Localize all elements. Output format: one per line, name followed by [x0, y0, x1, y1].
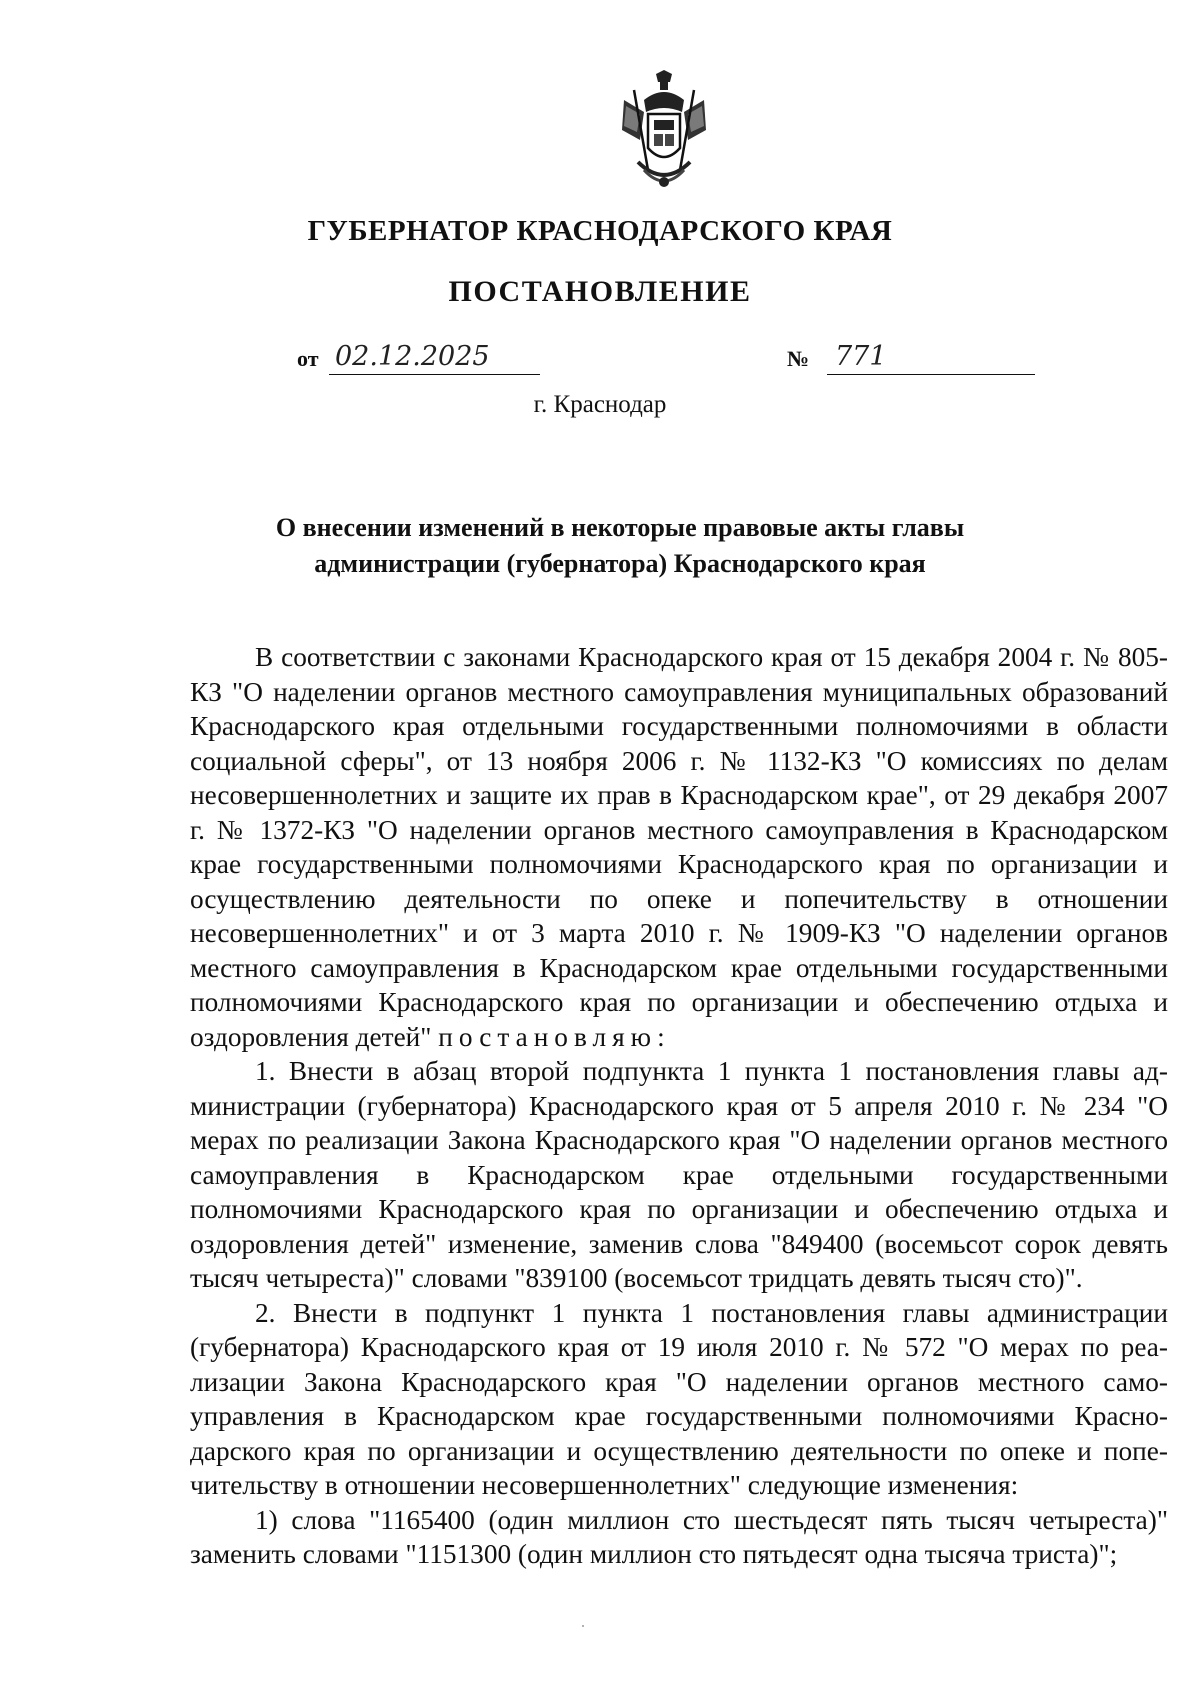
item-1-paragraph: 1. Внести в абзац второй подпункта 1 пункта 1 постановления главы администрации (губернатора) Краснодарского края от 5 апреля 2010 г. № 234 "О мерах по реализации Закона Краснодарского края "О наделении органов местного самоуправления в Краснодарском крае отдельными государственными полномочиями Краснодарского края по организации и обеспечению отдыха и оздоровления детей" изменение, заменив слова "849400 (восемьсот сорок девять тысяч четыреста)" словами "839100 (восемьсот тридцать девять тысяч сто)".: [190, 1056, 1168, 1293]
number-prefix: №: [787, 346, 810, 371]
document-title: [180, 510, 1060, 582]
date-prefix: от: [297, 346, 319, 371]
item-2-subitem-1-paragraph: 1) слова "1165400 (один миллион сто шестьдесят пять тысяч четыреста)" заменить словами "1151300 (один миллион сто пятьдесят одна тысяча триста)";: [190, 1504, 1168, 1569]
document-type: ПОСТАНОВЛЕНИЕ: [448, 275, 752, 308]
scan-speck: [582, 1625, 584, 1627]
preamble-text: В соответствии с законами Краснодарского края от 15 декабря 2004 г. № 805-КЗ "О наделении органов местного самоуправления муниципальных образований Краснодарского края отдельными государственными полномочиями в области социальной сферы", от 13 ноября 2006 г. № 1132-КЗ "О комиссиях по делам несовершеннолетних и защите их прав в Краснодарском крае", от 29 декабря 2007 г. № 1372-КЗ "О наделении органов местного самоуправления в Краснодарском крае государственными полномочиями Краснодарского края по организации и осуществлению деятельности по опеке и попечительству в отношении несовершеннолетних" и от 3 марта 2010 г. № 1909-КЗ "О наделении органов местного самоуправления в Краснодарском крае отдельными государственными полномочиями Краснодарского края по организации и обеспечению отдыха и оздоровления детей": [190, 642, 1168, 1052]
coat-of-arms-emblem: [614, 70, 714, 195]
title-line: администрации (губернатора) Краснодарского края: [314, 549, 926, 578]
coat-of-arms-icon: [614, 70, 714, 195]
document-body: [190, 640, 1168, 1572]
city-name: г. Краснодар: [533, 391, 667, 418]
issuing-authority: ГУБЕРНАТОР КРАСНОДАРСКОГО КРАЯ: [307, 215, 893, 247]
title-line: О внесении изменений в некоторые правовые акты главы: [275, 513, 965, 542]
preamble-paragraph: [190, 640, 1168, 1054]
date-number-row: [297, 340, 1037, 380]
document-number: 771: [827, 340, 1035, 375]
resolves-word: постановляю: [438, 1021, 658, 1052]
item-2-paragraph: 2. Внести в подпункт 1 пункта 1 постановления главы администрации (губернатора) Краснодарского края от 19 июля 2010 г. № 572 "О мерах по реализации Закона Краснодарского края "О наделении органов местного самоуправления в Краснодарском крае государственными полномочиями Краснодарского края по организации и осуществлению деятельности по опеке и попечительству в отношении несовершеннолетних" следующие изменения:: [190, 1297, 1168, 1500]
resolves-suffix: :: [657, 1021, 665, 1052]
document-date: 02.12.2025: [329, 340, 540, 375]
